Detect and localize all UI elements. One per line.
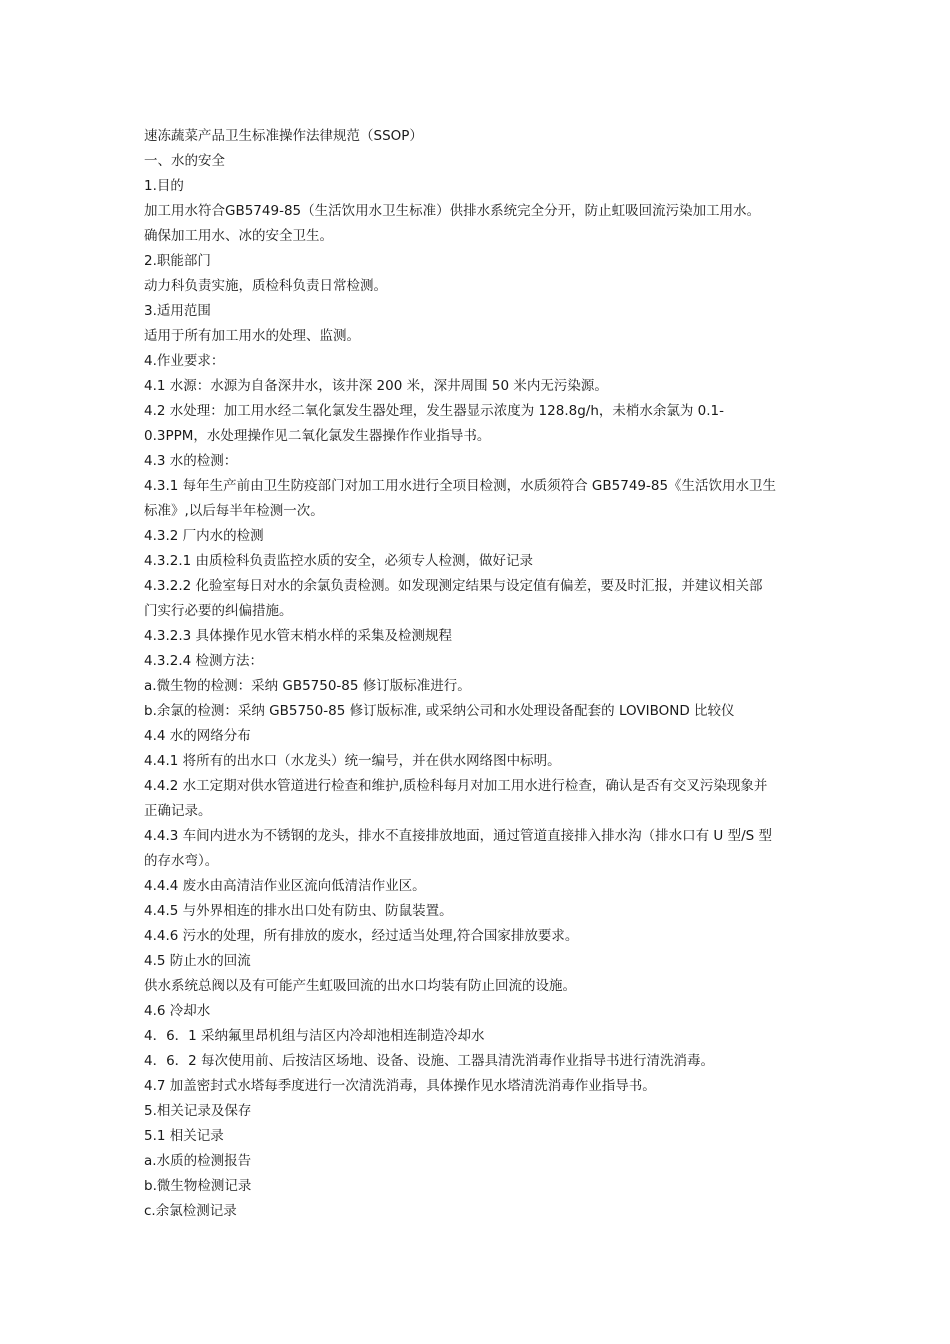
subsection-heading: 4.4 水的网络分布: [144, 728, 251, 744]
document-title: 速冻蔬菜产品卫生标准操作法律规范（SSOP）: [144, 128, 423, 144]
paragraph-line: 4.1 水源：水源为自备深井水，该井深 200 米，深井周围 50 米内无污染源。: [144, 378, 608, 394]
paragraph-line: 加工用水符合GB5749-85（生活饮用水卫生标准）供排水系统完全分开，防止虹吸回流污染加工用水。: [144, 203, 761, 219]
paragraph-line: 4.4.2 水工定期对供水管道进行检查和维护,质检科每月对加工用水进行检查，确认是否有交叉污染现象并: [144, 778, 768, 794]
paragraph-line: 4．6．2 每次使用前、后按洁区场地、设备、设施、工器具清洗消毒作业指导书进行清洗消毒。: [144, 1053, 715, 1069]
paragraph-line: 4.3.2.3 具体操作见水管末梢水样的采集及检测规程: [144, 628, 453, 644]
subsection-heading: 4.5 防止水的回流: [144, 953, 251, 969]
list-item: b.余氯的检测：采纳 GB5750-85 修订版标准, 或采纳公司和水处理设备配套的 LOVIBOND 比较仪: [144, 703, 735, 719]
subsection-heading: 4.作业要求：: [144, 353, 225, 369]
paragraph-line: 0.3PPM，水处理操作见二氧化氯发生器操作作业指导书。: [144, 428, 491, 444]
paragraph-line: 4.4.6 污水的处理，所有排放的废水，经过适当处理,符合国家排放要求。: [144, 928, 579, 944]
paragraph-line: 4.4.1 将所有的出水口（水龙头）统一编号，并在供水网络图中标明。: [144, 753, 561, 769]
subsection-heading: 4.6 冷却水: [144, 1003, 211, 1019]
subsection-heading: 4.3.2 厂内水的检测: [144, 528, 264, 544]
list-item: c.余氯检测记录: [144, 1203, 237, 1219]
paragraph-line: 4.4.3 车间内进水为不锈钢的龙头，排水不直接排放地面，通过管道直接排入排水沟（排水口有 U 型/S 型: [144, 828, 773, 844]
paragraph-line: 门实行必要的纠偏措施。: [144, 603, 293, 619]
list-item: b.微生物检测记录: [144, 1178, 252, 1194]
paragraph-line: 适用于所有加工用水的处理、监测。: [144, 328, 360, 344]
paragraph-line: 4.7 加盖密封式水塔每季度进行一次清洗消毒，具体操作见水塔清洗消毒作业指导书。: [144, 1078, 656, 1094]
paragraph-line: 4.3.1 每年生产前由卫生防疫部门对加工用水进行全项目检测，水质须符合 GB5749-85《生活饮用水卫生: [144, 478, 777, 494]
subsection-heading: 4.3 水的检测：: [144, 453, 238, 469]
paragraph-line: 4.4.4 废水由高清洁作业区流向低清洁作业区。: [144, 878, 426, 894]
subsection-heading: 3.适用范围: [144, 303, 211, 319]
paragraph-line: 4.4.5 与外界相连的排水出口处有防虫、防鼠装置。: [144, 903, 453, 919]
subsection-heading: 5.1 相关记录: [144, 1128, 224, 1144]
subsection-heading: 2.职能部门: [144, 253, 211, 269]
subsection-heading: 4.3.2.4 检测方法：: [144, 653, 264, 669]
subsection-heading: 1.目的: [144, 178, 184, 194]
paragraph-line: 确保加工用水、冰的安全卫生。: [144, 228, 333, 244]
paragraph-line: 4.3.2.2 化验室每日对水的余氯负责检测。如发现测定结果与设定值有偏差，要及时汇报，并建议相关部: [144, 578, 763, 594]
paragraph-line: 4.2 水处理：加工用水经二氧化氯发生器处理，发生器显示浓度为 128.8g/h，未梢水余氯为 0.1-: [144, 403, 725, 419]
paragraph-line: 供水系统总阀以及有可能产生虹吸回流的出水口均装有防止回流的设施。: [144, 978, 576, 994]
paragraph-line: 的存水弯）。: [144, 853, 219, 869]
paragraph-line: 4.3.2.1 由质检科负责监控水质的安全，必须专人检测，做好记录: [144, 553, 534, 569]
paragraph-line: 4．6．1 采纳氟里昂机组与洁区内冷却池相连制造冷却水: [144, 1028, 485, 1044]
paragraph-line: 标准》,以后每半年检测一次。: [144, 503, 324, 519]
paragraph-line: 动力科负责实施，质检科负责日常检测。: [144, 278, 387, 294]
paragraph-line: 正确记录。: [144, 803, 212, 819]
document-body: [144, 124, 814, 1224]
list-item: a.微生物的检测：采纳 GB5750-85 修订版标准进行。: [144, 678, 471, 694]
subsection-heading: 5.相关记录及保存: [144, 1103, 252, 1119]
section-heading: 一、水的安全: [144, 153, 225, 169]
list-item: a.水质的检测报告: [144, 1153, 252, 1169]
